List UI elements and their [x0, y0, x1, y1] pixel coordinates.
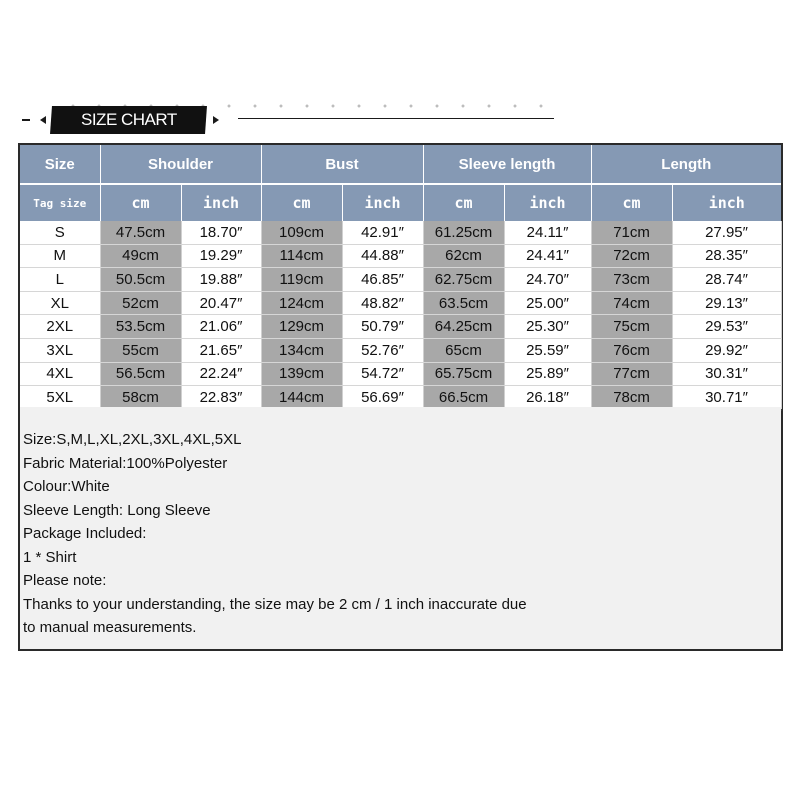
size-cell: S [20, 221, 100, 244]
table-cell: 71cm [591, 221, 672, 244]
header-bust: Bust [261, 145, 423, 184]
size-cell: 5XL [20, 386, 100, 410]
table-row [20, 338, 781, 362]
subheader-cm: cm [261, 184, 342, 221]
subheader-inch: inch [342, 184, 423, 221]
subheader-cm: cm [591, 184, 672, 221]
table-cell: 21.06″ [181, 315, 261, 339]
table-cell: 139cm [261, 362, 342, 386]
table-cell: 48.82″ [342, 291, 423, 315]
size-table [20, 145, 782, 411]
size-cell: 2XL [20, 315, 100, 339]
header-length: Length [591, 145, 781, 184]
table-row [20, 268, 781, 292]
table-cell: 24.11″ [504, 221, 591, 244]
table-cell: 75cm [591, 315, 672, 339]
table-cell: 28.35″ [672, 244, 781, 268]
table-cell: 26.18″ [504, 386, 591, 410]
table-cell: 22.24″ [181, 362, 261, 386]
header-dash [22, 119, 30, 121]
table-cell: 56.69″ [342, 386, 423, 410]
size-cell: L [20, 268, 100, 292]
size-chart-header [0, 98, 800, 144]
table-cell: 62.75cm [423, 268, 504, 292]
subheader-tag-size: Tag size [20, 184, 100, 221]
header-rule [238, 118, 554, 119]
table-cell: 61.25cm [423, 221, 504, 244]
table-cell: 73cm [591, 268, 672, 292]
table-cell: 29.13″ [672, 291, 781, 315]
header-sleeve-length: Sleeve length [423, 145, 591, 184]
table-cell: 25.89″ [504, 362, 591, 386]
table-row [20, 244, 781, 268]
table-cell: 18.70″ [181, 221, 261, 244]
table-cell: 22.83″ [181, 386, 261, 410]
subheader-cm: cm [423, 184, 504, 221]
table-cell: 134cm [261, 338, 342, 362]
note-accuracy-1: Thanks to your understanding, the size may be 2 cm / 1 inch inaccurate due [23, 596, 527, 613]
subheader-inch: inch [504, 184, 591, 221]
table-cell: 30.71″ [672, 386, 781, 410]
table-cell: 30.31″ [672, 362, 781, 386]
table-cell: 65.75cm [423, 362, 504, 386]
subheader-cm: cm [100, 184, 181, 221]
table-cell: 24.70″ [504, 268, 591, 292]
table-cell: 76cm [591, 338, 672, 362]
table-cell: 52cm [100, 291, 181, 315]
note-package-item: 1 * Shirt [23, 549, 77, 566]
table-cell: 53.5cm [100, 315, 181, 339]
table-cell: 19.29″ [181, 244, 261, 268]
table-cell: 46.85″ [342, 268, 423, 292]
table-cell: 65cm [423, 338, 504, 362]
table-cell: 54.72″ [342, 362, 423, 386]
note-please-note: Please note: [23, 572, 107, 589]
note-sleeve: Sleeve Length: Long Sleeve [23, 502, 211, 519]
table-cell: 29.53″ [672, 315, 781, 339]
table-row [20, 362, 781, 386]
table-cell: 25.59″ [504, 338, 591, 362]
table-cell: 19.88″ [181, 268, 261, 292]
header-size: Size [20, 145, 100, 184]
table-cell: 50.79″ [342, 315, 423, 339]
note-sizes: Size:S,M,L,XL,2XL,3XL,4XL,5XL [23, 431, 242, 448]
note-package-label: Package Included: [23, 525, 147, 542]
size-cell: XL [20, 291, 100, 315]
table-cell: 21.65″ [181, 338, 261, 362]
table-cell: 63.5cm [423, 291, 504, 315]
table-cell: 29.92″ [672, 338, 781, 362]
header-shoulder: Shoulder [100, 145, 261, 184]
table-cell: 24.41″ [504, 244, 591, 268]
table-cell: 25.30″ [504, 315, 591, 339]
table-cell: 49cm [100, 244, 181, 268]
subheader-inch: inch [672, 184, 781, 221]
table-cell: 25.00″ [504, 291, 591, 315]
table-row [20, 291, 781, 315]
table-cell: 144cm [261, 386, 342, 410]
chevron-right-icon [213, 116, 219, 124]
table-cell: 78cm [591, 386, 672, 410]
note-accuracy-2: to manual measurements. [23, 619, 197, 636]
table-cell: 114cm [261, 244, 342, 268]
note-colour: Colour:White [23, 478, 110, 495]
size-cell: 4XL [20, 362, 100, 386]
note-fabric: Fabric Material:100%Polyester [23, 455, 228, 472]
table-cell: 44.88″ [342, 244, 423, 268]
table-cell: 64.25cm [423, 315, 504, 339]
table-cell: 50.5cm [100, 268, 181, 292]
table-row [20, 221, 781, 244]
table-cell: 77cm [591, 362, 672, 386]
product-notes [20, 407, 781, 649]
size-cell: 3XL [20, 338, 100, 362]
size-chart-tag: SIZE CHART [50, 106, 207, 134]
table-cell: 109cm [261, 221, 342, 244]
table-cell: 56.5cm [100, 362, 181, 386]
table-cell: 124cm [261, 291, 342, 315]
table-cell: 42.91″ [342, 221, 423, 244]
chevron-left-icon [40, 116, 46, 124]
table-row [20, 315, 781, 339]
table-cell: 28.74″ [672, 268, 781, 292]
table-cell: 62cm [423, 244, 504, 268]
subheader-inch: inch [181, 184, 261, 221]
size-cell: M [20, 244, 100, 268]
table-cell: 129cm [261, 315, 342, 339]
table-cell: 27.95″ [672, 221, 781, 244]
table-cell: 55cm [100, 338, 181, 362]
table-cell: 58cm [100, 386, 181, 410]
table-cell: 47.5cm [100, 221, 181, 244]
table-cell: 72cm [591, 244, 672, 268]
table-cell: 66.5cm [423, 386, 504, 410]
table-cell: 119cm [261, 268, 342, 292]
table-cell: 52.76″ [342, 338, 423, 362]
table-cell: 20.47″ [181, 291, 261, 315]
size-chart-frame [18, 143, 783, 651]
table-cell: 74cm [591, 291, 672, 315]
